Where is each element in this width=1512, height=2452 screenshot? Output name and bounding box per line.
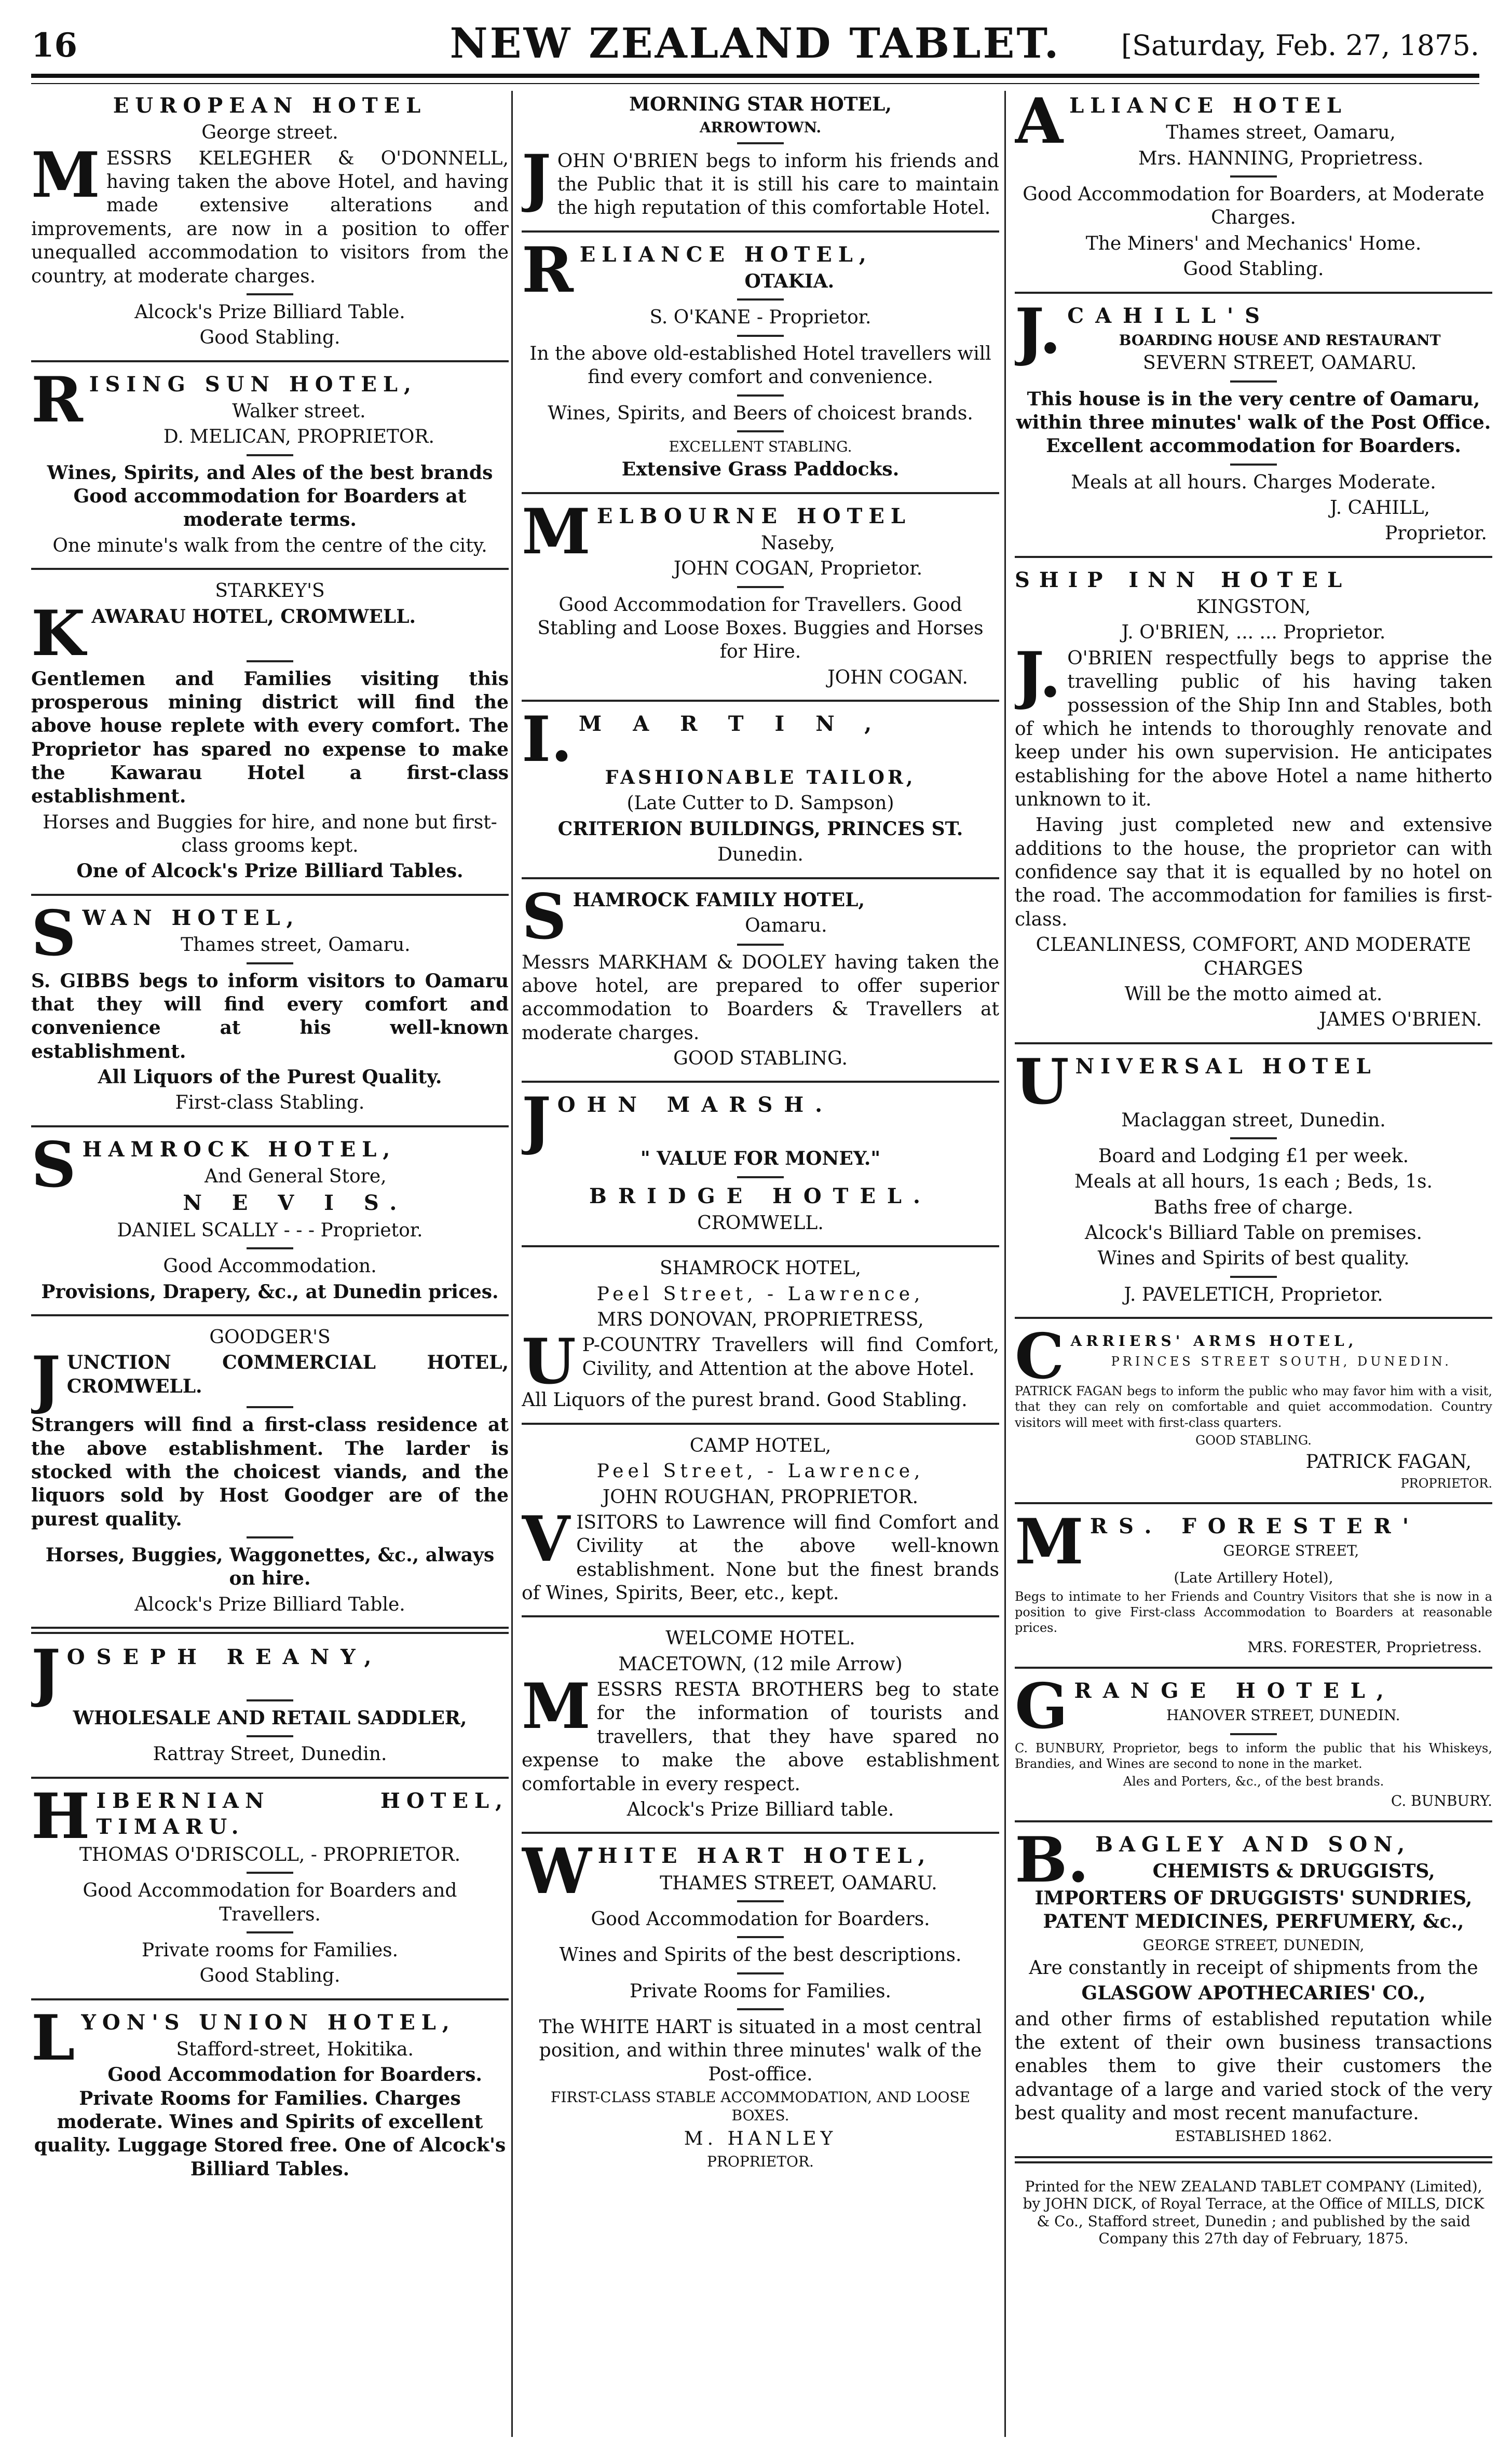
- dateline: [Saturday, Feb. 27, 1875.: [1121, 29, 1479, 62]
- ad-body-2: Having just completed new and extensive additions to the house, the proprietor can with confidence say that it is equalled by no hotel on the road. The accommodation for families is first-class.: [1015, 814, 1492, 930]
- ad-line: GLASGOW APOTHECARIES' CO.,: [1081, 1982, 1426, 2005]
- ad-body: ISITORS to Lawrence will find Comfort and Civility at the above well-known establishment. None but the finest brands of Wines, Spirits, Beer, etc., kept.: [522, 1511, 999, 1604]
- ad-line: Are constantly in receipt of shipments from the: [1029, 1957, 1478, 1979]
- ad-pretitle: GOODGER'S: [209, 1326, 331, 1348]
- drop-cap: J.: [1015, 638, 1061, 712]
- ad-subtitle: BOARDING HOUSE AND RESTAURANT: [1119, 331, 1441, 349]
- ad-title: ELBOURNE HOTEL: [596, 503, 911, 528]
- ad-body: Good Accommodation for Boarders, at Moderate Charges.: [1023, 184, 1484, 229]
- ad-grange-hotel: [1015, 1669, 1492, 1810]
- ad-body: The WHITE HART is situated in a most central position, and within three minutes' walk of the Post-office.: [539, 2017, 982, 2085]
- ad-line: CROMWELL.: [697, 1213, 824, 1234]
- ad-proprietor: Mrs. HANNING, Proprietress.: [1138, 147, 1424, 169]
- column-1: [31, 91, 509, 2437]
- ad-bagley-and-son: [1015, 1823, 1492, 2146]
- ad-title: OSEPH REANY,: [66, 1645, 383, 1670]
- drop-cap: B.: [1015, 1823, 1089, 1897]
- ad-subtitle: Peel Street, - Lawrence,: [596, 1461, 924, 1482]
- ad-subtitle: Peel Street, - Lawrence,: [596, 1283, 924, 1305]
- ad-line: All Liquors of the Purest Quality.: [98, 1066, 442, 1088]
- ad-line: JOHN COGAN.: [827, 666, 968, 688]
- ad-body: Gentlemen and Families visiting this prosperous mining district will find the above house replete with every comfort. The Proprietor has spared no expense to make the Kawarau Hotel a first-class establishment.: [31, 668, 509, 808]
- ad-line: Private Rooms for Families.: [629, 1980, 892, 2002]
- ad-line: Rattray Street, Dunedin.: [153, 1743, 387, 1765]
- drop-cap: M: [522, 495, 591, 568]
- ad-line: One minute's walk from the centre of the city.: [52, 535, 487, 556]
- ad-line: (Late Cutter to D. Sampson): [626, 793, 894, 814]
- ad-body: This house is in the very centre of Oamaru, within three minutes' walk of the Post Office. Excellent accommodation for Boarders.: [1016, 388, 1491, 457]
- drop-cap: H: [31, 1779, 90, 1853]
- drop-cap: K: [31, 596, 86, 670]
- ad-title: EUROPEAN HOTEL: [113, 93, 427, 118]
- ad-line: Good Accommodation for Boarders.: [591, 1908, 930, 1930]
- masthead-title: NEW ZEALAND TABLET.: [449, 19, 1061, 67]
- drop-cap: S: [31, 896, 76, 970]
- ad-line: Wines and Spirits of the best descriptions.: [559, 1944, 962, 1966]
- ad-title: ARRIERS' ARMS HOTEL,: [1070, 1332, 1358, 1350]
- ad-proprietor: JOHN ROUGHAN, PROPRIETOR.: [602, 1486, 919, 1508]
- drop-cap: R: [31, 363, 83, 437]
- ad-line: Good Stabling.: [1183, 258, 1324, 280]
- ad-proprietor: M. HANLEY: [684, 2128, 837, 2149]
- ad-line: CLEANLINESS, COMFORT, AND MODERATE CHARGES: [1036, 934, 1472, 979]
- ad-line: EXCELLENT STABLING.: [669, 438, 852, 455]
- ad-title: CAMP HOTEL,: [689, 1435, 832, 1456]
- ad-body: ESSRS RESTA BROTHERS beg to state for the information of tourists and travellers, that they have spared no expense to make the above establishment comfortable in every respect.: [522, 1679, 999, 1795]
- ad-cahills-boarding-house: [1015, 294, 1492, 546]
- ad-line: Extensive Grass Paddocks.: [621, 458, 900, 481]
- ad-subtitle: MACETOWN, (12 mile Arrow): [618, 1653, 903, 1675]
- ad-line: Good Accommodation.: [163, 1256, 377, 1277]
- ad-proprietor: J. PAVELETICH, Proprietor.: [1124, 1284, 1383, 1305]
- drop-cap: I.: [522, 703, 573, 777]
- ad-line: Horses and Buggies for hire, and none but first-class grooms kept.: [43, 811, 497, 857]
- ad-subtitle: Stafford-street, Hokitika.: [176, 2039, 414, 2061]
- ad-place: SEVERN STREET, OAMARU.: [1143, 352, 1417, 374]
- ad-line: Wines and Spirits of best quality.: [1097, 1248, 1410, 1270]
- ad-subtitle: Maclaggan street, Dunedin.: [1121, 1109, 1386, 1131]
- ad-line: JAMES O'BRIEN.: [1319, 1009, 1482, 1031]
- ad-subtitle: And General Store,: [205, 1166, 387, 1188]
- ad-title: RS. FORESTER': [1089, 1514, 1420, 1538]
- ad-proprietor: THOMAS O'DRISCOLL, - PROPRIETOR.: [79, 1844, 461, 1865]
- ad-proprietor: C. BUNBURY.: [1391, 1792, 1492, 1809]
- drop-cap: M: [522, 1670, 591, 1743]
- ad-title: YON'S UNION HOTEL,: [81, 2010, 456, 2035]
- ad-subtitle: THAMES STREET, OAMARU.: [660, 1872, 937, 1894]
- column-divider: [1004, 91, 1006, 2437]
- ad-subtitle: Thames street, Oamaru,: [1166, 122, 1396, 144]
- ad-universal-hotel: [1015, 1045, 1492, 1307]
- ad-line: Meals at all hours, 1s each ; Beds, 1s.: [1074, 1171, 1433, 1193]
- ad-title: SHAMROCK HOTEL,: [660, 1258, 861, 1279]
- ad-carriers-arms-hotel: [1015, 1320, 1492, 1492]
- ad-title: BAGLEY AND SON,: [1095, 1832, 1411, 1857]
- ad-line: All Liquors of the purest brand. Good Stabling.: [522, 1390, 968, 1411]
- ad-title: ISING SUN HOTEL,: [89, 372, 417, 397]
- ad-line: Alcock's Prize Billiard Table.: [134, 301, 405, 323]
- ad-body: Good Accommodation for Boarders and Travellers.: [83, 1880, 457, 1925]
- ad-line: " VALUE FOR MONEY.": [640, 1148, 881, 1170]
- ad-line: GOOD STABLING.: [673, 1047, 848, 1069]
- ad-title: IBERNIAN HOTEL, TIMARU.: [96, 1788, 509, 1840]
- ad-line: Wines, Spirits, and Beers of choicest brands.: [548, 402, 973, 424]
- ad-lyons-union-hotel: [31, 2001, 509, 2182]
- ad-line: First-class Stabling.: [175, 1092, 365, 1114]
- page-number: 16: [31, 26, 78, 65]
- ad-body: In the above old-established Hotel travellers will find every comfort and convenience.: [529, 343, 991, 388]
- ad-body: Wines, Spirits, and Ales of the best brands Good accommodation for Boarders at moderate terms.: [47, 461, 493, 531]
- ad-proprietor: DANIEL SCALLY - - - Proprietor.: [117, 1219, 423, 1241]
- ad-line: The Miners' and Mechanics' Home.: [1085, 233, 1422, 254]
- ad-ship-inn-hotel: [1015, 567, 1492, 1032]
- ad-title: OHN MARSH.: [557, 1093, 834, 1118]
- ad-line: Baths free of charge.: [1153, 1196, 1354, 1218]
- ad-title: HITE HART HOTEL,: [597, 1844, 932, 1869]
- ad-shamrock-hotel-lawrence: [522, 1257, 999, 1412]
- ad-white-hart-hotel: [522, 1835, 999, 2171]
- column-2: [522, 91, 999, 2437]
- drop-cap: V: [522, 1502, 570, 1576]
- ad-john-marsh: [522, 1084, 999, 1235]
- ad-line: Alcock's Prize Billiard table.: [626, 1799, 894, 1820]
- ad-european-hotel: [31, 93, 509, 350]
- ad-proprietor: JOHN COGAN, Proprietor.: [673, 558, 923, 580]
- ad-title: AWARAU HOTEL, CROMWELL.: [91, 605, 416, 628]
- ad-line: Private rooms for Families.: [141, 1939, 399, 1961]
- ad-shamrock-hotel-nevis: [31, 1128, 509, 1304]
- ad-place: IMPORTERS OF DRUGGISTS' SUNDRIES, PATENT MEDICINES, PERFUMERY, &c.,: [1034, 1887, 1473, 1933]
- ad-body: P-COUNTRY Travellers will find Comfort, Civility, and Attention at the above Hotel.: [582, 1334, 999, 1380]
- ad-title: HAMROCK HOTEL,: [82, 1137, 397, 1162]
- ad-title: RANGE HOTEL,: [1074, 1678, 1395, 1703]
- ad-welcome-hotel: [522, 1627, 999, 1821]
- ad-swan-hotel: [31, 896, 509, 1115]
- ad-line: Good Stabling.: [199, 327, 340, 349]
- ad-place: (Late Artillery Hotel),: [1174, 1569, 1333, 1586]
- drop-cap: W: [522, 1835, 592, 1909]
- printer-imprint: Printed for the NEW ZEALAND TABLET COMPANY (Limited), by JOHN DICK, of Royal Terrace, at the Office of MILLS, DICK & Co., Stafford street, Dunedin ; and published by the said Company this 27th day of February, 1875.: [1023, 2177, 1484, 2247]
- ad-line: Dunedin.: [717, 844, 803, 866]
- ad-line: FASHIONABLE TAILOR,: [605, 767, 916, 789]
- ad-body: Strangers will find a first-class residence at the above establishment. The larder is stocked with the choicest viands, and the liquors sold by Host Goodger are of the purest quality.: [31, 1414, 509, 1530]
- drop-cap: J: [31, 1636, 61, 1710]
- ad-i-martin-tailor: [522, 703, 999, 866]
- ad-title: WAN HOTEL,: [82, 905, 300, 930]
- page-header: [31, 16, 1479, 73]
- ad-proprietor: MRS DONOVAN, PROPRIETRESS,: [597, 1309, 924, 1331]
- column-divider: [511, 91, 513, 2437]
- drop-cap: A: [1015, 91, 1064, 158]
- ad-title: MORNING STAR HOTEL,: [629, 93, 892, 115]
- ad-subtitle: Naseby,: [761, 532, 835, 554]
- ad-proprietor: J. CAHILL,: [1330, 497, 1430, 519]
- ad-subtitle: CHEMISTS & DRUGGISTS,: [1152, 1860, 1435, 1883]
- ad-body: Messrs MARKHAM & DOOLEY having taken the above hotel, are prepared to offer superior accommodation to Boarders & Travellers at moderate charges.: [522, 951, 999, 1044]
- ad-subtitle: Thames street, Oamaru.: [181, 934, 411, 956]
- drop-cap: C: [1015, 1320, 1065, 1394]
- drop-cap: J.: [1015, 294, 1061, 368]
- ad-body: Begs to intimate to her Friends and Country Visitors that she is now in a position to give First-class Accommodation to Boarders at reasonable prices.: [1015, 1589, 1492, 1636]
- ad-melbourne-hotel: [522, 495, 999, 690]
- ad-title: WELCOME HOTEL.: [665, 1628, 855, 1650]
- ad-body: OHN O'BRIEN begs to inform his friends and the Public that it is still his care to maintain the high reputation of this comfortable Hotel.: [557, 150, 999, 219]
- ad-subtitle: ARROWTOWN.: [699, 119, 822, 137]
- ad-line: Ales and Porters, &c., of the best brands.: [1123, 1774, 1384, 1789]
- ad-title: ELIANCE HOTEL,: [579, 242, 873, 267]
- ad-body: and other firms of established reputation while the extent of their own business transactions enables them to give their customers the advantage of a large and varied stock of the very best quality and most recent manufacture.: [1015, 2008, 1492, 2124]
- ad-rising-sun-hotel: [31, 363, 509, 558]
- column-3: [1015, 91, 1492, 2437]
- ad-title: HAMROCK FAMILY HOTEL,: [573, 889, 865, 911]
- drop-cap: S: [31, 1128, 76, 1202]
- ad-subtitle: George street.: [201, 122, 338, 144]
- ad-title: SHIP INN HOTEL: [1015, 567, 1352, 592]
- ad-proprietor: PATRICK FAGAN,: [1305, 1451, 1472, 1473]
- ad-line: Proprietor.: [1384, 523, 1487, 544]
- ad-kawarau-hotel: [31, 579, 509, 883]
- ad-line: Board and Lodging £1 per week.: [1098, 1145, 1409, 1167]
- ad-body: C. BUNBURY, Proprietor, begs to inform the public that his Whiskeys, Brandies, and Wines are second to none in the market.: [1015, 1740, 1492, 1772]
- ad-subtitle: Walker street.: [232, 401, 366, 423]
- ad-subtitle: Oamaru.: [745, 915, 827, 936]
- ad-proprietor: J. O'BRIEN, ... ... Proprietor.: [1121, 622, 1386, 644]
- ad-body: O'BRIEN respectfully begs to apprise the travelling public of his having taken possession of the Ship Inn and Stables, both of which he intends to thoroughly renovate and keep under his own supervision. He anticipates establishing for the above Hotel a name hitherto unknown to it.: [1015, 647, 1492, 810]
- ad-line: PROPRIETOR.: [1400, 1476, 1492, 1491]
- ad-hibernian-hotel: [31, 1779, 509, 1988]
- ad-line: Horses, Buggies, Waggonettes, &c., always on hire.: [45, 1544, 495, 1590]
- ad-proprietor: MRS. FORESTER, Proprietress.: [1247, 1638, 1482, 1656]
- ad-line: Alcock's Prize Billiard Table.: [134, 1593, 405, 1615]
- ad-body: PATRICK FAGAN begs to inform the public who may favor him with a visit, that they can rely on comfortable and quiet accommodation. Country visitors will meet with first-class quarters.: [1015, 1384, 1492, 1430]
- ad-junction-commercial-hotel: [31, 1326, 509, 1616]
- ad-proprietor: S. O'KANE - Proprietor.: [649, 307, 871, 329]
- ad-body: Good Accommodation for Boarders. Private Rooms for Families. Charges moderate. Wines and Spirits of excellent quality. Luggage Stored free. One of Alcock's Billiard Tables.: [34, 2064, 506, 2180]
- ad-reliance-hotel: [522, 233, 999, 482]
- ad-proprietor: D. MELICAN, PROPRIETOR.: [163, 426, 434, 448]
- ad-line: GEORGE STREET, DUNEDIN,: [1142, 1936, 1365, 1954]
- ad-line: CRITERION BUILDINGS, PRINCES ST.: [557, 818, 963, 840]
- ad-pretitle: STARKEY'S: [215, 580, 325, 602]
- drop-cap: J: [31, 1343, 61, 1416]
- ad-line: PROPRIETOR.: [707, 2153, 814, 2171]
- ad-title: UNCTION COMMERCIAL HOTEL, CROMWELL.: [66, 1352, 509, 1397]
- ad-title: MARTIN,: [578, 712, 903, 737]
- drop-cap: U: [522, 1325, 576, 1399]
- ad-mrs-forester: [1015, 1505, 1492, 1656]
- ad-line: Provisions, Drapery, &c., at Dunedin prices.: [41, 1281, 499, 1303]
- ad-place: N E V I S.: [183, 1191, 408, 1216]
- drop-cap: S: [522, 880, 567, 953]
- drop-cap: R: [522, 233, 574, 307]
- ad-body: ESSRS KELEGHER & O'DONNELL, having taken the above Hotel, and having made extensive alterations and improvements, are now in a position to offer unequalled accommodation to visitors from the country, at moderate charges.: [31, 147, 509, 287]
- ad-camp-hotel: [522, 1434, 999, 1605]
- ad-line: Meals at all hours. Charges Moderate.: [1071, 471, 1436, 493]
- ad-place: OTAKIA.: [744, 270, 835, 293]
- drop-cap: J: [522, 141, 551, 214]
- ad-title: CAHILL'S: [1067, 303, 1272, 328]
- ad-line: FIRST-CLASS STABLE ACCOMMODATION, AND LOOSE BOXES.: [550, 2089, 971, 2124]
- ad-body: Good Accommodation for Travellers. Good Stabling and Loose Boxes. Buggies and Horses for Hire.: [537, 594, 984, 663]
- ad-line: WHOLESALE AND RETAIL SADDLER,: [73, 1707, 467, 1729]
- drop-cap: G: [1015, 1669, 1068, 1743]
- ad-morning-star-hotel: [522, 93, 999, 220]
- drop-cap: M: [1015, 1505, 1084, 1578]
- ad-line: ESTABLISHED 1862.: [1175, 2128, 1332, 2145]
- ad-joseph-reany: [31, 1636, 509, 1766]
- ad-shamrock-family-hotel: [522, 880, 999, 1071]
- ad-line: Good Stabling.: [199, 1965, 340, 1987]
- ad-title: NIVERSAL HOTEL: [1075, 1054, 1377, 1079]
- masthead-rule: [31, 74, 1479, 84]
- ad-line: Will be the motto aimed at.: [1124, 983, 1383, 1005]
- drop-cap: U: [1015, 1045, 1069, 1119]
- drop-cap: L: [31, 2001, 75, 2075]
- ad-subtitle: PRINCES STREET SOUTH, DUNEDIN.: [1111, 1354, 1452, 1369]
- ad-line: GOOD STABLING.: [1195, 1433, 1312, 1448]
- drop-cap: J: [522, 1084, 551, 1157]
- ad-line: One of Alcock's Prize Billiard Tables.: [76, 860, 464, 882]
- drop-cap: M: [31, 138, 100, 212]
- ad-body: S. GIBBS begs to inform visitors to Oamaru that they will find every comfort and convenience at his well-known establishment.: [31, 970, 509, 1062]
- ad-line: BRIDGE HOTEL.: [589, 1183, 932, 1208]
- ad-subtitle: HANOVER STREET, DUNEDIN.: [1166, 1707, 1400, 1724]
- ad-line: Alcock's Billiard Table on premises.: [1084, 1222, 1422, 1244]
- ad-alliance-hotel: [1015, 93, 1492, 281]
- ad-subtitle: KINGSTON,: [1196, 596, 1311, 618]
- ad-title: LLIANCE HOTEL: [1069, 93, 1347, 118]
- ad-subtitle: GEORGE STREET,: [1223, 1542, 1359, 1560]
